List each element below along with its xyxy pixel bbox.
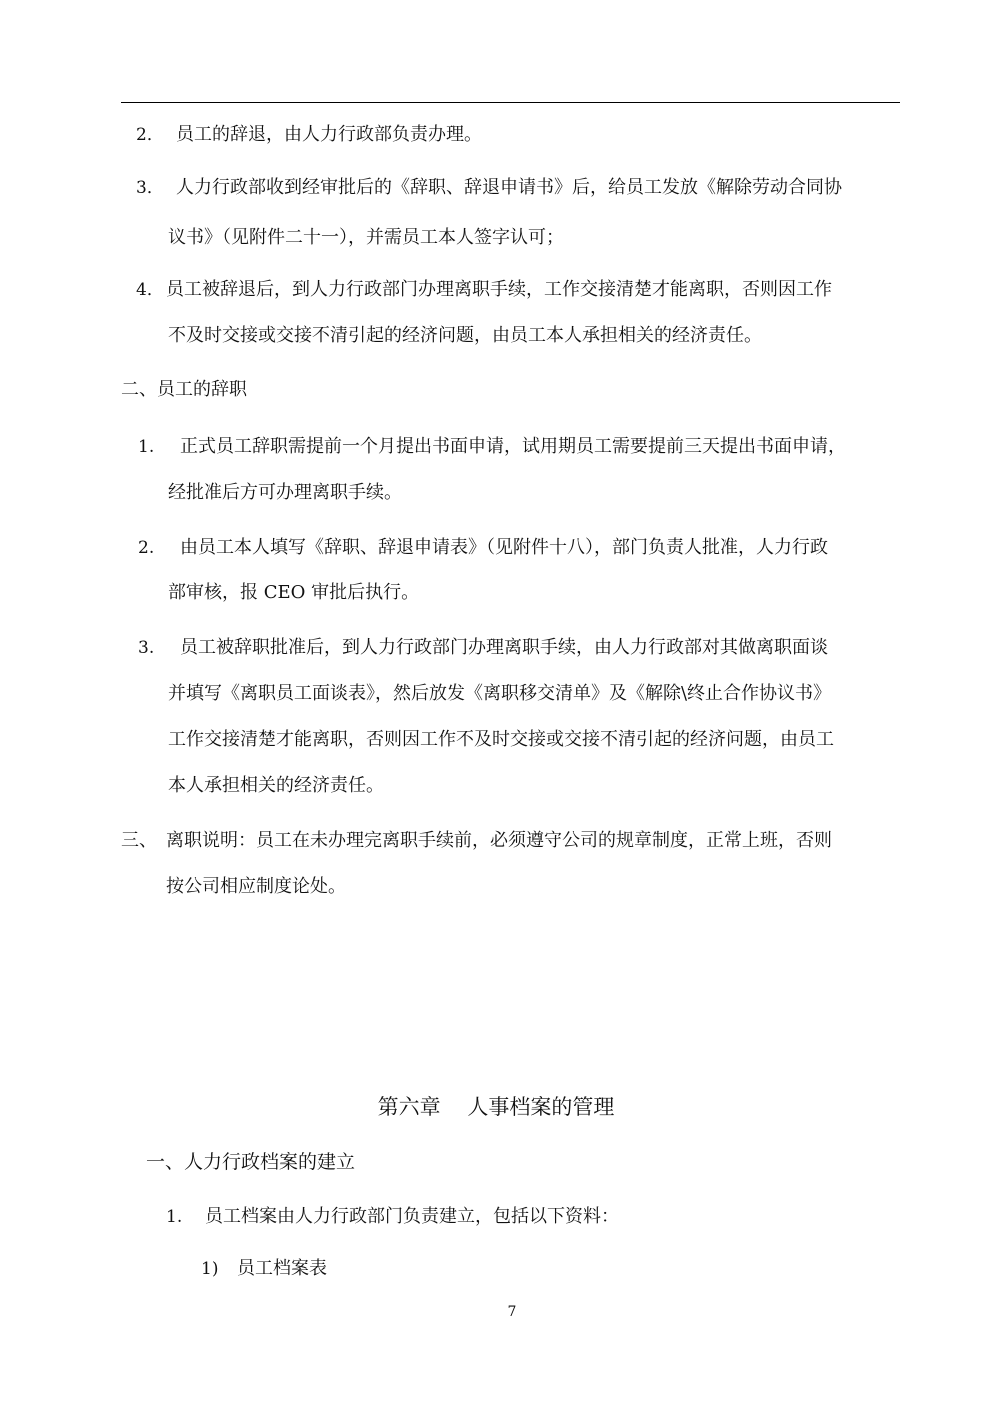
section3-line-2: 按公司相应制度论处。 xyxy=(166,876,346,897)
archive-item-number-1: 1. xyxy=(166,1207,183,1227)
chapter-title: 第六章 人事档案的管理 xyxy=(377,1095,615,1119)
header-rule xyxy=(121,102,900,103)
item-number-2: 2． xyxy=(136,125,164,145)
resign-item-1-line-2: 经批准后方可办理离职手续。 xyxy=(168,482,402,503)
resign-item-number-2: 2. xyxy=(138,538,155,558)
archive-subitem-1-text: 员工档案表 xyxy=(237,1258,327,1279)
item-3-line-1: 人力行政部收到经审批后的《辞职、辞退申请书》后，给员工发放《解除劳动合同协 xyxy=(176,177,842,198)
item-4-line-1: 员工被辞退后，到人力行政部门办理离职手续，工作交接清楚才能离职，否则因工作 xyxy=(166,279,832,300)
resign-item-3-line-1: 员工被辞职批准后，到人力行政部门办理离职手续，由人力行政部对其做离职面谈 xyxy=(180,637,828,658)
archive-item-1-text: 员工档案由人力行政部门负责建立，包括以下资料： xyxy=(205,1206,619,1227)
resign-item-number-3: 3. xyxy=(138,638,155,658)
section-number-three: 三、 xyxy=(121,830,157,851)
section-heading-resignation: 二、员工的辞职 xyxy=(121,379,247,400)
item-2-line-1: 员工的辞退，由人力行政部负责办理。 xyxy=(176,124,482,145)
page-number: 7 xyxy=(507,1304,517,1320)
archive-subitem-number-1: 1) xyxy=(201,1259,219,1279)
section3-line-1: 离职说明：员工在未办理完离职手续前，必须遵守公司的规章制度，正常上班，否则 xyxy=(166,830,832,851)
resign-item-number-1: 1. xyxy=(138,437,155,457)
resign-item-3-line-3: 工作交接清楚才能离职，否则因工作不及时交接或交接不清引起的经济问题，由员工 xyxy=(168,729,834,750)
resign-item-3-line-4: 本人承担相关的经济责任。 xyxy=(168,775,384,796)
item-4-line-2: 不及时交接或交接不清引起的经济问题，由员工本人承担相关的经济责任。 xyxy=(168,325,762,346)
item-number-3: 3． xyxy=(136,178,164,198)
resign-item-3-line-2: 并填写《离职员工面谈表》，然后放发《离职移交清单》及《解除\终止合作协议书》 xyxy=(168,683,832,704)
item-number-4: 4． xyxy=(136,280,164,300)
resign-item-1-line-1: 正式员工辞职需提前一个月提出书面申请，试用期员工需要提前三天提出书面申请， xyxy=(180,436,846,457)
archive-section-heading: 一、人力行政档案的建立 xyxy=(146,1151,356,1173)
item-3-line-2: 议书》（见附件二十一），并需员工本人签字认可； xyxy=(168,227,564,248)
resign-item-2-line-2: 部审核，报 CEO 审批后执行。 xyxy=(168,582,420,603)
resign-item-2-line-1: 由员工本人填写《辞职、辞退申请表》（见附件十八），部门负责人批准，人力行政 xyxy=(180,537,828,558)
